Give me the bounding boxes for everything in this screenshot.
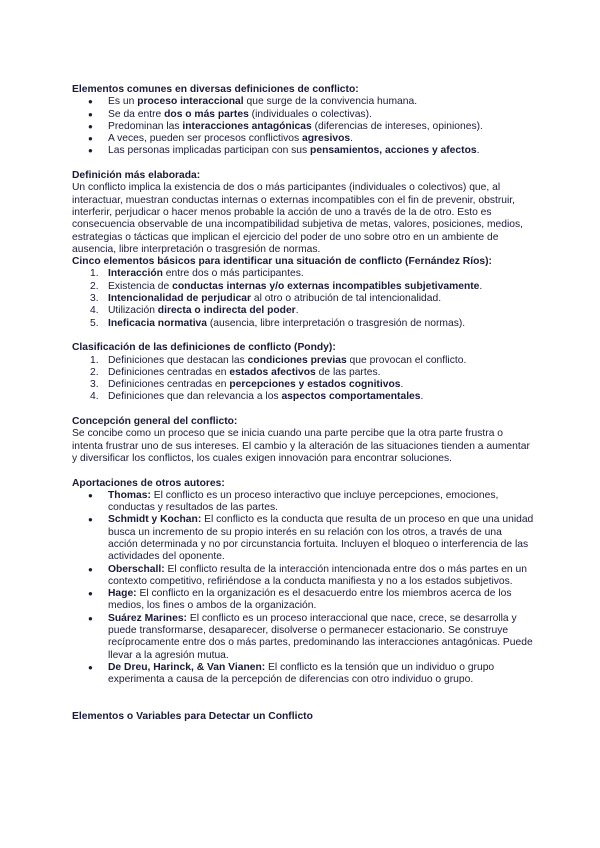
concepcion-paragraph: Se concibe como un proceso que se inicia cuando una parte percibe que la otra parte frustra o intenta frustrar uno de sus intereses. El cambio y la alteración de las situaciones tienden a aumentar y diversificar los conflictos, los cuales exigen innovación para encontrar soluciones. (72, 428, 530, 464)
item-bold: Interacción (108, 268, 163, 280)
item-bold: Oberschall: (108, 563, 165, 575)
list-item (72, 96, 534, 108)
item-bold: condiciones previas (247, 354, 347, 366)
item-number: 2. (90, 366, 99, 378)
item-text: que provocan el conflicto. (346, 354, 467, 366)
list-item (72, 514, 534, 563)
item-number: 4. (90, 391, 99, 403)
list-item (72, 109, 534, 121)
list-item (72, 355, 534, 367)
item-number: 1. (90, 354, 99, 366)
heading-concepcion: Concepción general del conflicto: (72, 416, 238, 428)
section-definicion (72, 170, 534, 256)
item-text: entre dos o más participantes. (162, 268, 304, 280)
item-bold: pensamientos, acciones y afectos (310, 145, 477, 157)
item-text: Las personas implicadas participan con sus (108, 145, 311, 157)
item-bold: De Dreu, Harinck, & Van Vianen: (108, 661, 266, 673)
item-bold: interacciones antagónicas (182, 120, 312, 132)
item-text: al otro o atribución de tal intencionalidad. (251, 293, 442, 305)
section-clasificacion (72, 342, 534, 403)
item-text: . (350, 133, 353, 145)
item-text: El conflicto es la conducta que resulta de un proceso en que una unidad busca un incremento de su propio interés en su relación con los otros, a través de una acción determinada y no por circunstancia fortuita. Incluyen el bloqueo o interferencia de las actividades del oponente. (108, 514, 534, 563)
item-text: que surge de la convivencia humana. (243, 96, 418, 108)
heading-definicion: Definición más elaborada: (72, 170, 201, 182)
item-bold: percepciones y estados cognitivos (229, 379, 401, 391)
list-item (72, 268, 534, 280)
item-number: 5. (90, 317, 99, 329)
list-item (72, 379, 534, 391)
item-text: Se da entre (108, 108, 165, 120)
item-text: Definiciones que dan relevancia a los (108, 391, 282, 403)
item-text: Definiciones centradas en (108, 379, 230, 391)
item-text: Utilización (108, 305, 158, 317)
list-item (72, 490, 534, 515)
list-item (72, 145, 534, 157)
definicion-paragraph: Un conflicto implica la existencia de dos o más participantes (individuales o colectivos) que, al interactuar, muestran conductas internas o externas incompatibles con el fin de prevenir, obstruir, interferir, perjudicar o hacer menos probable la acción de uno a través de la de otro. Esto es consecuencia observable de una incompatibilidad subjetiva de metas, valores, posiciones, medios, estrategias o tácticas que implican el ejercicio del poder de uno sobre otro en un ambiente de ausencia, libre interpretación o trasgresión de normas. (72, 182, 524, 255)
item-bold: dos o más partes (164, 108, 249, 120)
item-number: 3. (90, 379, 99, 391)
heading-aportaciones: Aportaciones de otros autores: (72, 477, 225, 489)
item-text: El conflicto es un proceso interaccional que nace, crece, se desarrolla y puede transformarse, desaparecer, disolverse o permanecer estacionario. Se construye recíprocamente entre dos o más partes, predominando las interacciones antagónicas. Puede llevar a la agresión mutua. (108, 612, 533, 661)
list-elementos-comunes (72, 96, 534, 157)
item-number: 2. (90, 280, 99, 292)
item-bold: Ineficacia normativa (108, 317, 208, 329)
item-text: de las partes. (315, 366, 381, 378)
list-item (72, 367, 534, 379)
item-text: . (479, 280, 483, 292)
document-page (72, 84, 534, 723)
item-bold: Schmidt y Kochan: (108, 514, 202, 526)
list-item (72, 293, 534, 305)
item-text: . (400, 379, 404, 391)
section-concepcion (72, 416, 534, 465)
item-bold: aspectos comportamentales (281, 391, 421, 403)
list-clasificacion (72, 355, 534, 404)
list-item (72, 305, 534, 317)
list-item (72, 564, 534, 589)
heading-clasificacion: Clasificación de las definiciones de conflicto (Pondy): (72, 342, 336, 354)
item-number: 1. (90, 268, 99, 280)
list-cinco-elementos (72, 268, 534, 329)
list-item (72, 391, 534, 403)
section-elementos-comunes (72, 84, 534, 158)
item-text: El conflicto es un proceso interactivo que incluye percepciones, emociones, conductas y resultados de las partes. (108, 489, 499, 514)
item-bold: directa o indirecta del poder (157, 305, 296, 317)
item-bold: Suárez Marines: (108, 612, 187, 624)
list-item (72, 588, 534, 613)
item-bold: proceso interaccional (137, 96, 244, 108)
item-text: . (295, 305, 299, 317)
item-text: . (476, 145, 480, 157)
item-text: El conflicto en la organización es el desacuerdo entre los miembros acerca de los medios, los fines o ambos de la organización. (108, 588, 512, 612)
item-text: Es un (108, 96, 138, 108)
item-bold: estados afectivos (229, 366, 316, 378)
item-text: El conflicto es la tensión que un individuo o grupo experimenta a causa de la percepción de diferencias con otro individuo o grupo. (108, 661, 495, 686)
list-item (72, 121, 534, 133)
list-item (72, 318, 534, 330)
heading-elementos-variables: Elementos o Variables para Detectar un Conflicto (72, 710, 313, 722)
item-text: El conflicto resulta de la interacción intencionada entre dos o más partes en un contexto competitivo, refiriéndose a la conducta manifiesta y no a los estados subjetivos. (108, 563, 527, 587)
heading-elementos-comunes: Elementos comunes en diversas definiciones de conflicto: (72, 84, 359, 95)
item-text: . (420, 391, 424, 403)
section-aportaciones (72, 478, 534, 687)
list-aportaciones (72, 490, 534, 687)
item-bold: agresivos (302, 133, 351, 145)
heading-cinco-elementos: Cinco elementos básicos para identificar una situación de conflicto (Fernández Ríos): (72, 256, 492, 268)
item-bold: Thomas: (108, 489, 151, 501)
item-bold: Intencionalidad de perjudicar (108, 293, 252, 305)
list-item (72, 662, 534, 687)
item-text: (diferencias de intereses, opiniones). (311, 120, 483, 132)
item-text: A veces, pueden ser procesos conflictivos (108, 133, 303, 145)
section-cinco-elementos (72, 256, 534, 330)
item-number: 3. (90, 293, 99, 305)
item-text: Definiciones centradas en (108, 366, 230, 378)
item-number: 4. (90, 305, 99, 317)
item-text: Definiciones que destacan las (108, 354, 248, 366)
item-text: Predominan las (108, 120, 183, 132)
list-item (72, 281, 534, 293)
item-bold: Hage: (108, 588, 137, 600)
item-text: Existencia de (108, 280, 173, 292)
list-item (72, 613, 534, 662)
list-item (72, 133, 534, 145)
item-text: (ausencia, libre interpretación o trasgresión de normas). (207, 317, 466, 329)
item-text: (individuales o colectivas). (248, 108, 372, 120)
item-bold: conductas internas y/o externas incompatibles subjetivamente (172, 280, 480, 292)
